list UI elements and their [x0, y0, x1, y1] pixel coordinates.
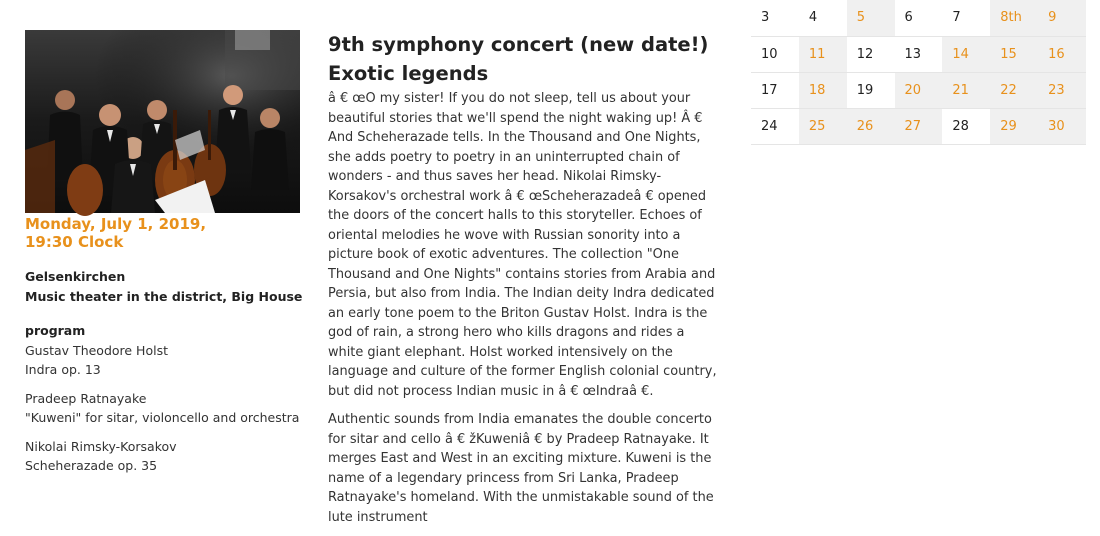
event-date-line: Monday, July 1, 2019,	[25, 215, 207, 233]
program-item	[25, 389, 315, 427]
piece: Indra op. 13	[25, 362, 101, 377]
calendar-day: 12	[847, 36, 895, 72]
event-time-line: 19:30 Clock	[25, 233, 124, 251]
event-subtitle-line: Exotic legends	[328, 62, 489, 85]
calendar-day: 28	[942, 108, 990, 144]
calendar-day-event[interactable]: 21	[942, 72, 990, 108]
calendar-day-event[interactable]: 15	[990, 36, 1038, 72]
calendar-week-row	[751, 108, 1086, 144]
calendar-week-row	[751, 36, 1086, 72]
piece: Scheherazade op. 35	[25, 458, 158, 473]
piece: "Kuweni" for sitar, violoncello and orchestra	[25, 410, 300, 425]
program-item	[25, 437, 315, 475]
calendar-week-row	[751, 72, 1086, 108]
calendar-day-event[interactable]: 9	[1038, 0, 1086, 36]
description-paragraph: Authentic sounds from India emanates the double concerto for sitar and cello â € žKuweniâ € by Pradeep Ratnayake. It merges East and West in an exciting mixture. Kuweni is the name of a legendary princess from Sri Lanka, Pradeep Ratnayake's homeland. With the unmistakable sound of the lute instrument	[328, 412, 714, 525]
composer: Pradeep Ratnayake	[25, 391, 147, 406]
event-title-line: 9th symphony concert (new date!)	[328, 33, 709, 56]
calendar-day-event[interactable]: 18	[799, 72, 847, 108]
event-calendar	[751, 0, 1086, 145]
calendar-day: 7	[942, 0, 990, 36]
calendar-day: 19	[847, 72, 895, 108]
calendar-day: 3	[751, 0, 799, 36]
calendar-day-event[interactable]: 25	[799, 108, 847, 144]
program-item	[25, 341, 315, 379]
calendar-day-event[interactable]: 30	[1038, 108, 1086, 144]
calendar-day-event[interactable]: 16	[1038, 36, 1086, 72]
venue-block	[25, 267, 315, 307]
composer: Gustav Theodore Holst	[25, 343, 168, 358]
event-description	[328, 30, 723, 536]
venue-name: Music theater in the district, Big House	[25, 289, 303, 304]
calendar-day: 10	[751, 36, 799, 72]
calendar-day-event[interactable]: 23	[1038, 72, 1086, 108]
description-paragraph: â € œO my sister! If you do not sleep, tell us about your beautiful stories that we'll spend the night waking up! Â € And Scheherazade tells. In the Thousand and One Nights, she adds poetry to poetry in an uninterrupted chain of wonders - and thus saves her head. Nikolai Rimsky-Korsakov's orchestral work â € œScheherazadeâ € opened the doors of the concert halls to this storyteller. Echoes of oriental melodies he wove with Russian sonority into a picture book of exotic adventures. The collection "One Thousand and One Nights" contains stories from Arabia and Persia, but also from India. The Indian deity Indra dedicated an early tone poem to the Briton Gustav Holst. Indra is the god of rain, a strong hero who kills dragons and rides a white giant elephant. Holst worked intensively on the language and culture of the former English colonial country, but did not process Indian music in â € œIndraâ €.	[328, 91, 717, 399]
city: Gelsenkirchen	[25, 269, 126, 284]
calendar-day-event[interactable]: 11	[799, 36, 847, 72]
calendar-day-event[interactable]: 5	[847, 0, 895, 36]
calendar-day-event[interactable]: 20	[895, 72, 943, 108]
calendar-day-event[interactable]: 29	[990, 108, 1038, 144]
composer: Nikolai Rimsky-Korsakov	[25, 439, 177, 454]
calendar-day: 17	[751, 72, 799, 108]
calendar-day: 24	[751, 108, 799, 144]
calendar-day: 13	[895, 36, 943, 72]
calendar-day-event[interactable]: 22	[990, 72, 1038, 108]
calendar-day-event[interactable]: 27	[895, 108, 943, 144]
calendar-day-event[interactable]: 14	[942, 36, 990, 72]
calendar-day-event[interactable]: 26	[847, 108, 895, 144]
event-sidebar	[25, 30, 315, 485]
concert-photo	[25, 30, 300, 213]
calendar-week-row	[751, 0, 1086, 36]
event-date	[25, 215, 315, 251]
calendar-day: 6	[895, 0, 943, 36]
calendar-day: 4	[799, 0, 847, 36]
program-heading: program	[25, 323, 86, 338]
calendar-day-event[interactable]: 8th	[990, 0, 1038, 36]
event-title	[328, 30, 723, 88]
